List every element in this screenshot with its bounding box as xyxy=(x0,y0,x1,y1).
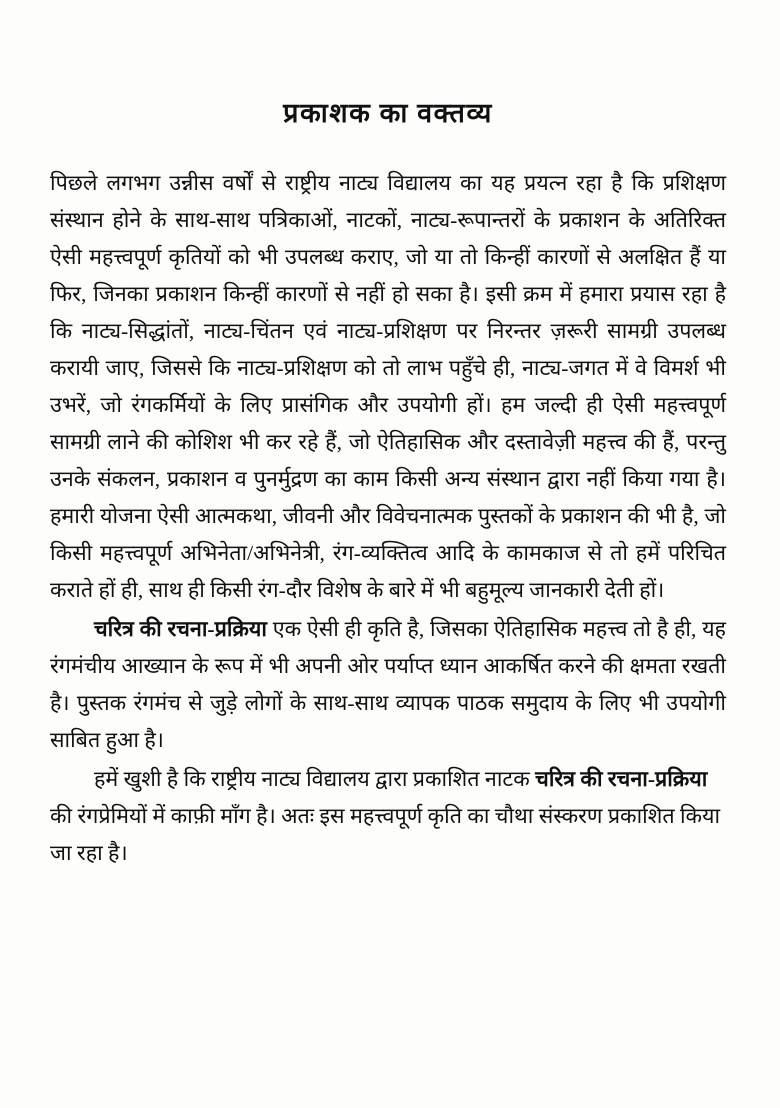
paragraph-3-bold-title: चरित्र की रचना-प्रक्रिया xyxy=(535,766,708,791)
paragraph-3 xyxy=(50,761,726,872)
paragraph-2 xyxy=(50,611,726,759)
page-title: प्रकाशक का वक्तव्य xyxy=(283,98,493,128)
paragraph-3-text-before: हमें खुशी है कि राष्ट्रीय नाट्य विद्यालय द्वारा प्रकाशित नाटक xyxy=(94,766,536,791)
paragraph-1-text: पिछले लगभग उन्नीस वर्षों से राष्ट्रीय नाट्य विद्यालय का यह प्रयत्न रहा है कि प्रशिक्षण संस्थान होने के साथ-साथ पत्रिकाओं, नाटकों, नाट्य-रूपान्तरों के प्रकाशन के अतिरिक्त ऐसी महत्त्वपूर्ण कृतियों को भी उपलब्ध कराए, जो या तो किन्हीं कारणों से अलक्षित हैं या फिर, जिनका प्रकाशन किन्हीं कारणों से नहीं हो सका है। इसी क्रम में हमारा प्रयास रहा है कि नाट्य-सिद्धांतों, नाट्य-चिंतन एवं नाट्य-प्रशिक्षण पर निरन्तर ज़रूरी सामग्री उपलब्ध करायी जाए, जिससे कि नाट्य-प्रशिक्षण को तो लाभ पहुँचे ही, नाट्य-जगत में वे विमर्श भी उभरें, जो रंगकर्मियों के लिए प्रासंगिक और उपयोगी हों। हम जल्दी ही ऐसी महत्त्वपूर्ण सामग्री लाने की कोशिश भी कर रहे हैं, जो ऐतिहासिक और दस्तावेज़ी महत्त्व की हैं, परन्तु उनके संकलन, प्रकाशन व पुनर्मुद्रण का काम किसी अन्य संस्थान द्वारा नहीं किया गया है। हमारी योजना ऐसी आत्मकथा, जीवनी और विवेचनात्मक पुस्तकों के प्रकाशन की भी है, जो किसी महत्त्वपूर्ण अभिनेता/अभिनेत्री, रंग-व्यक्तित्व आदि के कामकाज से तो हमें परिचित कराते हों ही, साथ ही किसी रंग-दौर विशेष के बारे में भी बहुमूल्य जानकारी देती हों। xyxy=(50,171,726,602)
paragraph-2-bold-lead: चरित्र की रचना-प्रक्रिया xyxy=(94,616,267,641)
paragraph-2-text: एक ऐसी ही कृति है, जिसका ऐतिहासिक महत्त्व तो है ही, यह रंगमंचीय आख्यान के रूप में भी अपनी ओर पर्याप्त ध्यान आकर्षित करने की क्षमता रखती है। पुस्तक रंगमंच से जुड़े लोगों के साथ-साथ व्यापक पाठक समुदाय के लिए भी उपयोगी साबित हुआ है। xyxy=(50,616,726,752)
paragraph-3-text-after: की रंगप्रेमियों में काफ़ी माँग है। अतः इस महत्त्वपूर्ण कृति का चौथा संस्करण प्रकाशित किया जा रहा है। xyxy=(50,803,721,865)
paragraph-1 xyxy=(50,165,726,609)
document-body xyxy=(50,165,726,871)
